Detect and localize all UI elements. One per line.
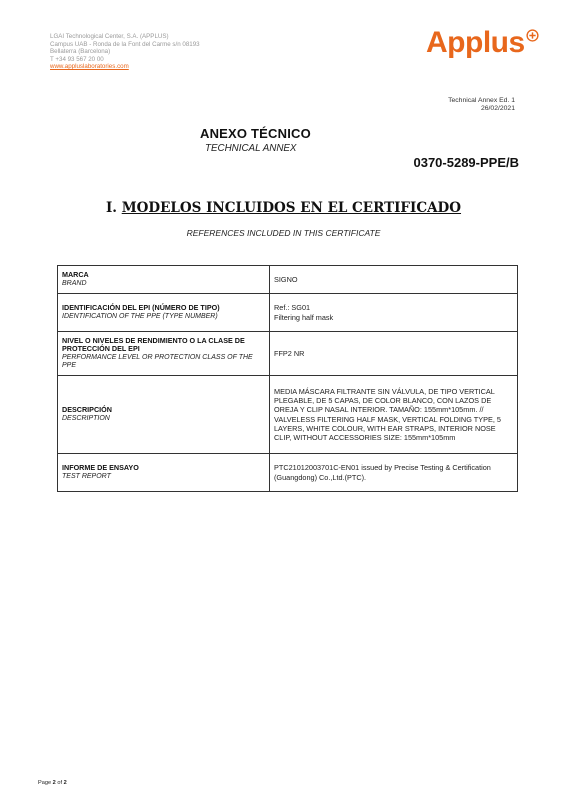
- label-cell: [58, 454, 270, 492]
- product-type: Filtering half mask: [274, 312, 334, 322]
- label-cell: [58, 376, 270, 454]
- address-line: Bellaterra (Barcelona): [50, 48, 111, 56]
- address-line: LGAI Technological Center, S.A. (APPLUS): [50, 33, 169, 40]
- test-report-label-english: TEST REPORT: [62, 472, 111, 480]
- table-row-identification: [58, 294, 518, 332]
- page-current: 2: [52, 780, 56, 786]
- performance-label-english: PERFORMANCE LEVEL OR PROTECTION CLASS OF THE PPE: [62, 353, 253, 369]
- table-row-description: [58, 376, 518, 454]
- document-number: 0370-5289-PPE/B: [413, 155, 519, 170]
- company-address: [50, 33, 200, 71]
- value-cell: [270, 294, 518, 332]
- section-title: [0, 200, 567, 216]
- document-title-english: TECHNICAL ANNEX: [205, 143, 297, 154]
- address-line: Campus UAB - Ronda de la Font del Carme s/n 08193: [50, 40, 200, 48]
- label-cell: [58, 332, 270, 376]
- page-total: 2: [63, 780, 67, 786]
- website-link[interactable]: www.appluslaboratories.com: [50, 63, 129, 71]
- section-numeral: I.: [105, 200, 117, 216]
- brand-label-english: BRAND: [62, 279, 87, 287]
- reference-number: Ref.: SG01: [274, 303, 311, 313]
- brand-label: MARCA: [62, 270, 89, 280]
- annex-edition: Technical Annex Ed. 1: [448, 97, 515, 104]
- plus-circle-icon: [526, 29, 539, 42]
- performance-value: FFP2 NR: [270, 332, 518, 376]
- annex-edition-block: [448, 97, 515, 114]
- performance-label: NIVEL O NIVELES DE RENDIMIENTO O LA CLASE DE PROTECCIÓN DEL EPI: [62, 335, 245, 354]
- page-of: of: [57, 780, 62, 786]
- table-row-test-report: [58, 454, 518, 492]
- identification-label-english: IDENTIFICATION OF THE PPE (TYPE NUMBER): [62, 312, 218, 320]
- description-value: MEDIA MÁSCARA FILTRANTE SIN VÁLVULA, DE TIPO VERTICAL PLEGABLE, DE 5 CAPAS, DE COLOR BLANCO, CON LAZOS DE OREJA Y CLIP NASAL INTERIOR. TAMAÑO: 155mm*105mm. // VALVELESS FILTERING HALF MASK, VERTICAL FOLDING TYPE, 5 LAYERS, WHITE COLOUR, WITH EAR STRAPS, INTERIOR NOSE CLIP, WITHOUT ACCESSORIES SIZE: 155mm*105mm: [270, 376, 518, 454]
- section-subtitle: REFERENCES INCLUDED IN THIS CERTIFICATE: [186, 228, 381, 238]
- test-report-value: PTC21012003701C-EN01 issued by Precise Testing & Certification (Guangdong) Co.,Ltd.(PTC).: [270, 454, 518, 492]
- table-row-brand: [58, 266, 518, 294]
- page-number: [38, 780, 67, 786]
- annex-date: 26/02/2021: [480, 105, 515, 113]
- label-cell: [58, 266, 270, 294]
- test-report-label: INFORME DE ENSAYO: [62, 463, 139, 473]
- page-prefix: Page: [38, 780, 52, 786]
- document-title: ANEXO TÉCNICO: [200, 126, 311, 141]
- description-label-english: DESCRIPTION: [62, 414, 110, 422]
- brand-value: SIGNO: [270, 266, 518, 294]
- logo-wordmark: Applus: [426, 26, 525, 59]
- applus-logo: [426, 26, 539, 60]
- address-phone: T +34 93 567 20 00: [50, 55, 104, 63]
- description-label: DESCRIPCIÓN: [62, 405, 112, 415]
- certificate-references-table: [57, 265, 518, 492]
- section-heading: MODELOS INCLUIDOS EN EL CERTIFICADO: [121, 200, 462, 216]
- table-row-performance: [58, 332, 518, 376]
- identification-label: IDENTIFICACIÓN DEL EPI (NÚMERO DE TIPO): [62, 303, 220, 313]
- label-cell: [58, 294, 270, 332]
